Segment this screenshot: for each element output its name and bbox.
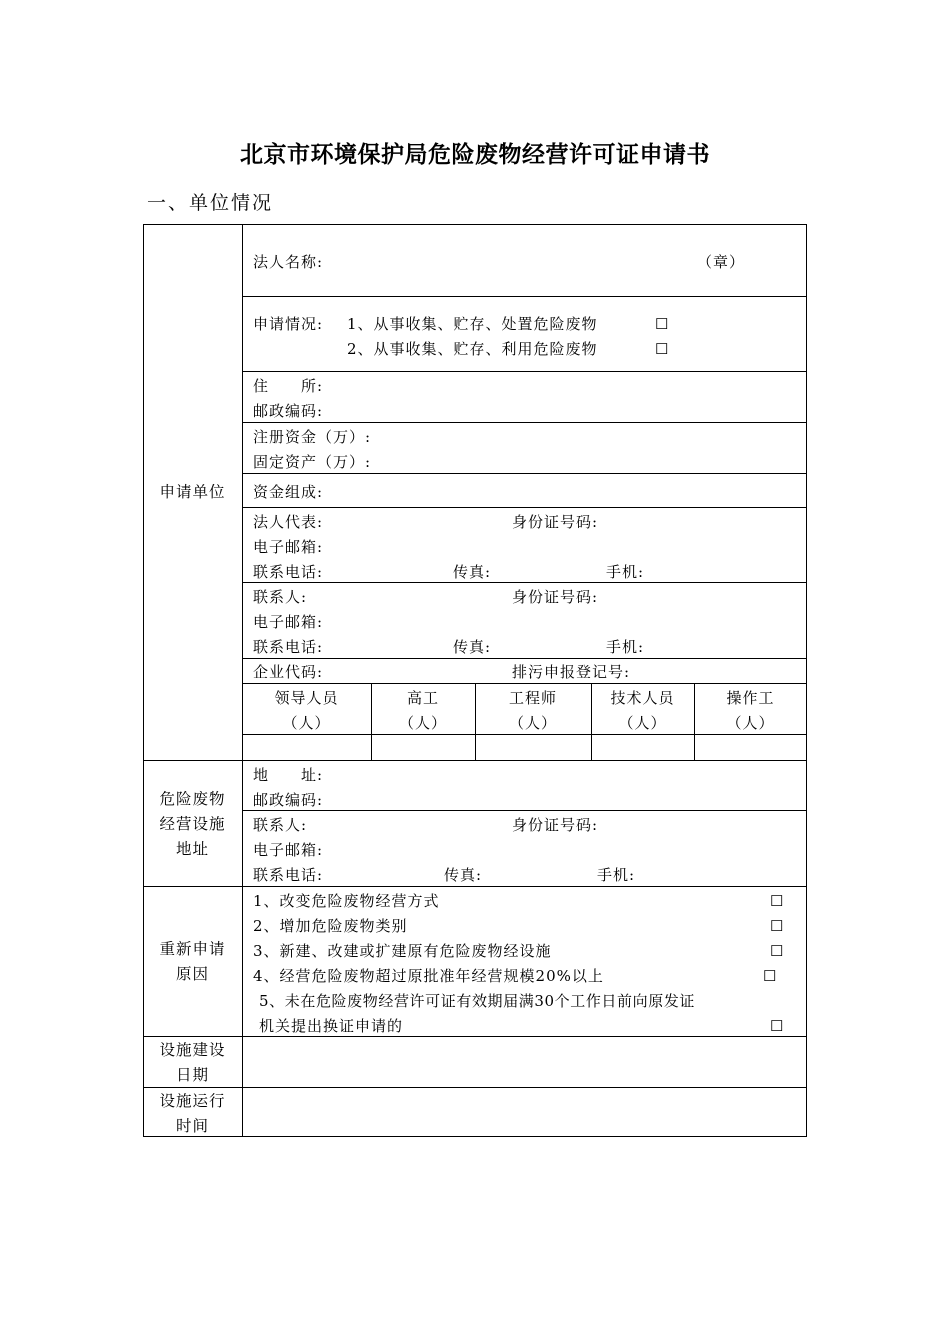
build-date-label: 设施建设 日期 (159, 1041, 226, 1084)
reapply-reason-5-checkbox[interactable]: ☐ (770, 1017, 784, 1035)
legal-rep-field[interactable]: 法人代表: (253, 513, 324, 531)
contact-id-field[interactable]: 身份证号码: (512, 588, 599, 606)
apply-option-2: 2、从事收集、贮存、利用危险废物 (347, 340, 598, 358)
facility-address-field[interactable]: 地 址: (253, 766, 324, 784)
reapply-reason-5: 5、未在危险废物经营许可证有效期届满30个工作日前向原发证 (259, 992, 696, 1010)
facility-contact-field[interactable]: 联系人: (253, 816, 308, 834)
contact-mobile-field[interactable]: 手机: (606, 638, 645, 656)
row-divider (242, 658, 807, 659)
reapply-reason-4-checkbox[interactable]: ☐ (763, 967, 777, 985)
staff-header-senior-engineers: 高工 （人） (398, 689, 447, 732)
contact-phone-field[interactable]: 联系电话: (253, 638, 324, 656)
legal-name-field[interactable]: 法人名称: (253, 253, 324, 271)
reapply-reason-2: 2、增加危险废物类别 (253, 917, 408, 935)
row-divider (242, 582, 807, 583)
staff-count-engineers-input[interactable] (477, 736, 589, 760)
staff-header-engineers: 工程师 （人） (508, 689, 557, 732)
legal-rep-fax-field[interactable]: 传真: (453, 563, 492, 581)
contact-fax-field[interactable]: 传真: (453, 638, 492, 656)
row-divider (242, 422, 807, 423)
staff-count-leaders-input[interactable] (244, 736, 369, 760)
legal-rep-id-field[interactable]: 身份证号码: (512, 513, 599, 531)
facility-mobile-field[interactable]: 手机: (597, 866, 636, 884)
reapply-reason-5-cont: 机关提出换证申请的 (259, 1017, 404, 1035)
run-time-label: 设施运行 时间 (159, 1092, 226, 1135)
reapply-reason-2-checkbox[interactable]: ☐ (770, 917, 784, 935)
address-field[interactable]: 住 所: (253, 377, 324, 395)
reapply-reason-4: 4、经营危险废物超过原批准年经营规模20%以上 (253, 967, 604, 985)
facility-label: 危险废物 经营设施 地址 (159, 790, 226, 858)
row-divider (242, 473, 807, 474)
row-divider (242, 507, 807, 508)
staff-header-leaders: 领导人员 （人） (274, 689, 339, 732)
fixed-assets-field[interactable]: 固定资产（万）: (253, 453, 372, 471)
apply-option-1-checkbox[interactable]: ☐ (655, 315, 669, 333)
row-divider (242, 734, 807, 735)
section-divider (143, 1087, 807, 1088)
legal-rep-email-field[interactable]: 电子邮箱: (253, 538, 324, 556)
run-time-input[interactable] (244, 1089, 805, 1137)
section-divider (143, 886, 807, 887)
reapply-reason-1-checkbox[interactable]: ☐ (770, 892, 784, 910)
reapply-label: 重新申请 原因 (159, 940, 226, 983)
row-divider (242, 296, 807, 297)
reapply-reason-3: 3、新建、改建或扩建原有危险废物经设施 (253, 942, 552, 960)
build-date-input[interactable] (244, 1038, 805, 1086)
staff-count-operators-input[interactable] (696, 736, 805, 760)
capital-structure-field[interactable]: 资金组成: (253, 483, 324, 501)
form-title: 北京市环境保护局危险废物经营许可证申请书 (240, 142, 710, 168)
staff-header-technicians: 技术人员 （人） (610, 689, 675, 732)
contact-field[interactable]: 联系人: (253, 588, 308, 606)
legal-rep-mobile-field[interactable]: 手机: (606, 563, 645, 581)
staff-header-operators: 操作工 （人） (726, 689, 775, 732)
applicant-label: 申请单位 (159, 483, 226, 501)
org-code-field[interactable]: 企业代码: (253, 663, 324, 681)
row-divider (242, 683, 807, 684)
seal-note: （章） (697, 253, 746, 271)
facility-id-field[interactable]: 身份证号码: (512, 816, 599, 834)
facility-email-field[interactable]: 电子邮箱: (253, 841, 324, 859)
row-divider (242, 371, 807, 372)
facility-postcode-field[interactable]: 邮政编码: (253, 791, 324, 809)
postcode-field[interactable]: 邮政编码: (253, 402, 324, 420)
section-heading: 一、单位情况 (147, 192, 274, 214)
facility-fax-field[interactable]: 传真: (444, 866, 483, 884)
section-divider (143, 760, 807, 761)
contact-email-field[interactable]: 电子邮箱: (253, 613, 324, 631)
label-column-divider (242, 224, 243, 1137)
row-divider (242, 810, 807, 811)
reapply-reason-3-checkbox[interactable]: ☐ (770, 942, 784, 960)
reg-capital-field[interactable]: 注册资金（万）: (253, 428, 372, 446)
staff-count-technicians-input[interactable] (593, 736, 692, 760)
legal-rep-phone-field[interactable]: 联系电话: (253, 563, 324, 581)
section-divider (143, 1036, 807, 1037)
apply-prefix: 申请情况: (253, 315, 324, 333)
apply-option-2-checkbox[interactable]: ☐ (655, 340, 669, 358)
apply-option-1: 1、从事收集、贮存、处置危险废物 (347, 315, 598, 333)
facility-phone-field[interactable]: 联系电话: (253, 866, 324, 884)
staff-count-senior-engineers-input[interactable] (373, 736, 473, 760)
reapply-reason-1: 1、改变危险废物经营方式 (253, 892, 440, 910)
pollution-reg-field[interactable]: 排污申报登记号: (512, 663, 631, 681)
